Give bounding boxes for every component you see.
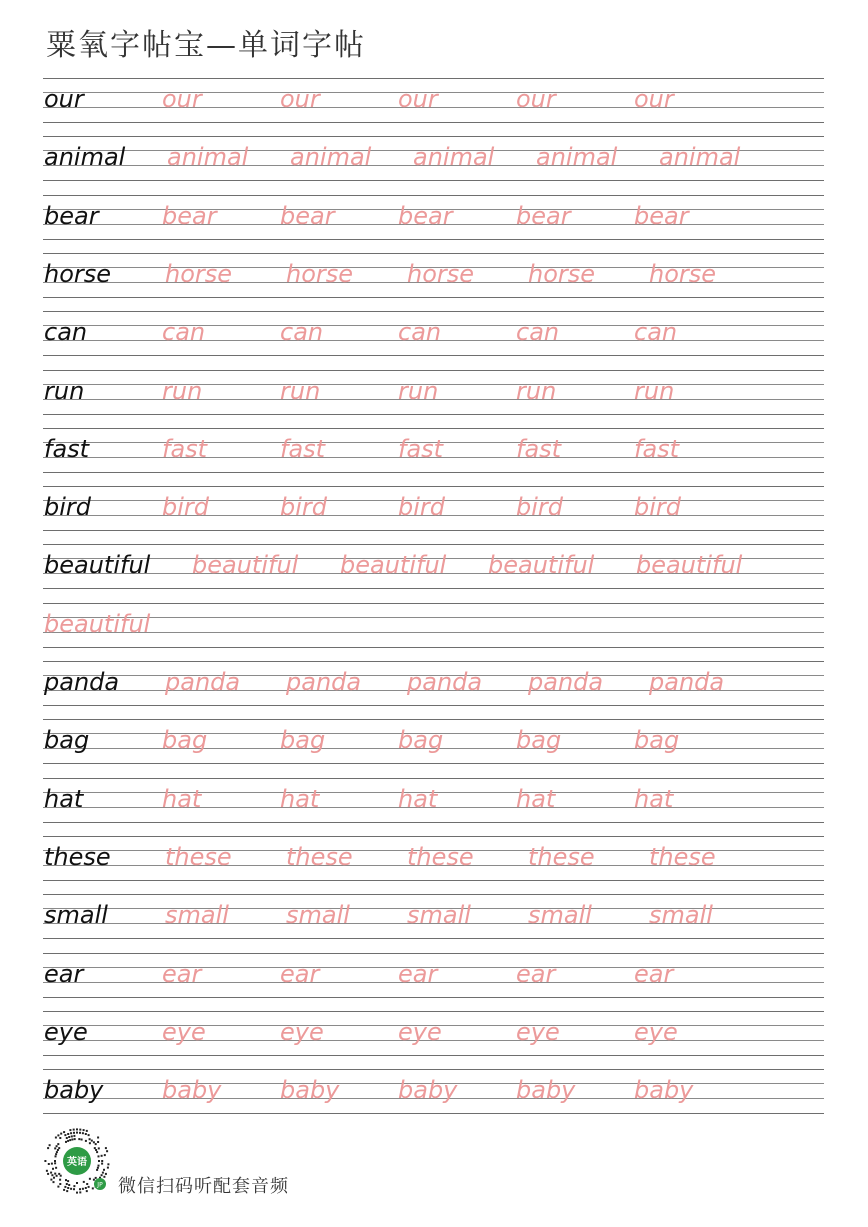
model-word: run (44, 376, 85, 405)
trace-word: hat (634, 784, 674, 813)
trace-word: small (286, 901, 350, 930)
trace-word: beautiful (44, 609, 151, 638)
trace-word: these (649, 842, 716, 871)
model-word: animal (44, 143, 126, 172)
trace-word: bird (634, 493, 682, 522)
trace-word: eye (516, 1017, 560, 1046)
ruling-line (43, 778, 824, 779)
trace-word: bird (280, 493, 328, 522)
practice-row (0, 778, 868, 836)
trace-word: small (407, 901, 471, 930)
trace-word: horse (528, 259, 596, 288)
trace-word: ear (634, 959, 674, 988)
practice-row (0, 428, 868, 486)
trace-word: can (634, 318, 678, 347)
trace-word: can (280, 318, 324, 347)
practice-row (0, 486, 868, 544)
practice-row (0, 661, 868, 719)
trace-word: fast (398, 434, 444, 463)
trace-word: run (516, 376, 557, 405)
trace-word: horse (407, 259, 475, 288)
trace-word: hat (516, 784, 556, 813)
badge-sub-text: JP (97, 1181, 103, 1189)
trace-word: small (649, 901, 713, 930)
trace-word: panda (528, 668, 604, 696)
trace-word: animal (167, 143, 249, 172)
trace-word: bird (398, 493, 446, 522)
trace-word: bag (516, 726, 562, 755)
trace-word: animal (659, 143, 741, 172)
model-word: baby (44, 1076, 104, 1105)
trace-word: our (516, 85, 556, 113)
ruling-line (43, 1055, 824, 1056)
trace-word: bird (162, 493, 210, 522)
trace-word: ear (280, 959, 320, 988)
practice-row (0, 544, 868, 602)
trace-word: panda (165, 668, 241, 696)
ruling-line (43, 617, 824, 618)
ruling-line (43, 603, 824, 604)
trace-word: bird (516, 493, 564, 522)
trace-word: run (280, 376, 321, 405)
ruling-line (43, 297, 824, 298)
trace-word: ear (162, 959, 202, 988)
trace-word: panda (286, 668, 362, 696)
ruling-line (43, 661, 824, 662)
practice-row (0, 1069, 868, 1127)
trace-word: baby (634, 1076, 694, 1105)
badge-text: 英语 (67, 1157, 87, 1168)
qr-code-graphic (42, 1126, 112, 1196)
trace-word: ear (516, 959, 556, 988)
ruling-line (43, 719, 824, 720)
ruling-line (43, 253, 824, 254)
trace-word: animal (413, 143, 495, 172)
ruling-line (43, 588, 824, 589)
model-word: bird (44, 493, 92, 522)
ruling-line (43, 195, 824, 196)
trace-word: our (162, 85, 202, 113)
trace-word: these (528, 842, 595, 871)
model-word: fast (44, 434, 90, 463)
trace-word: fast (634, 434, 680, 463)
trace-word: run (634, 376, 675, 405)
ruling-line (43, 705, 824, 706)
trace-word: horse (286, 259, 354, 288)
qr-code-icon (42, 1126, 112, 1196)
ruling-line (43, 370, 824, 371)
trace-word: these (165, 842, 232, 871)
trace-word: small (165, 901, 229, 930)
trace-word: baby (162, 1076, 222, 1105)
trace-word: hat (162, 784, 202, 813)
ruling-line (43, 355, 824, 356)
trace-word: beautiful (636, 551, 743, 580)
trace-word: baby (516, 1076, 576, 1105)
trace-word: these (286, 842, 353, 871)
ruling-line (43, 836, 824, 837)
ruling-line (43, 414, 824, 415)
ruling-line (43, 1011, 824, 1012)
trace-word: panda (649, 668, 725, 696)
ruling-line (43, 530, 824, 531)
practice-row (0, 603, 868, 661)
practice-row (0, 836, 868, 894)
ruling-line (43, 311, 824, 312)
ruling-line (43, 1113, 824, 1114)
ruling-line (43, 472, 824, 473)
trace-word: horse (165, 259, 233, 288)
model-word: these (44, 842, 111, 871)
trace-word: our (634, 85, 674, 113)
practice-row (0, 78, 868, 136)
trace-word: baby (280, 1076, 340, 1105)
practice-row (0, 1011, 868, 1069)
trace-word: beautiful (340, 551, 447, 580)
practice-row (0, 311, 868, 369)
ruling-line (43, 997, 824, 998)
ruling-line (43, 938, 824, 939)
practice-row (0, 253, 868, 311)
trace-word: bear (634, 201, 689, 230)
trace-word: run (162, 376, 203, 405)
trace-word: hat (280, 784, 320, 813)
ruling-line (43, 647, 824, 648)
practice-row (0, 195, 868, 253)
ruling-line (43, 953, 824, 954)
trace-word: ear (398, 959, 438, 988)
trace-word: eye (634, 1017, 678, 1046)
trace-word: bear (162, 201, 217, 230)
trace-word: our (398, 85, 438, 113)
trace-word: animal (536, 143, 618, 172)
trace-word: can (398, 318, 442, 347)
trace-word: bear (280, 201, 335, 230)
model-word: our (44, 85, 84, 113)
trace-word: run (398, 376, 439, 405)
model-word: bear (44, 201, 99, 230)
ruling-line (43, 239, 824, 240)
trace-word: bear (398, 201, 453, 230)
trace-word: bear (516, 201, 571, 230)
trace-word: panda (407, 668, 483, 696)
trace-word: fast (516, 434, 562, 463)
practice-row (0, 719, 868, 777)
trace-word: small (528, 901, 592, 930)
ruling-line (43, 136, 824, 137)
ruling-line (43, 122, 824, 123)
ruling-line (43, 632, 824, 633)
ruling-line (43, 78, 824, 79)
trace-word: fast (162, 434, 208, 463)
ruling-line (43, 428, 824, 429)
ruling-line (43, 544, 824, 545)
practice-row (0, 370, 868, 428)
trace-word: beautiful (488, 551, 595, 580)
trace-word: animal (290, 143, 372, 172)
model-word: hat (44, 784, 84, 813)
ruling-line (43, 1069, 824, 1070)
ruling-line (43, 486, 824, 487)
model-word: panda (44, 668, 120, 696)
practice-row (0, 894, 868, 952)
model-word: can (44, 318, 88, 347)
trace-word: these (407, 842, 474, 871)
ruling-line (43, 763, 824, 764)
trace-word: bag (162, 726, 208, 755)
trace-word: can (162, 318, 206, 347)
page-title: 粟氧字帖宝—单词字帖 (46, 28, 366, 63)
model-word: horse (44, 259, 112, 288)
practice-row (0, 953, 868, 1011)
model-word: ear (44, 959, 84, 988)
trace-word: horse (649, 259, 717, 288)
footer-caption: 微信扫码听配套音频 (118, 1176, 289, 1197)
trace-word: bag (280, 726, 326, 755)
trace-word: bag (398, 726, 444, 755)
trace-word: eye (280, 1017, 324, 1046)
ruling-line (43, 180, 824, 181)
model-word: bag (44, 726, 90, 755)
model-word: eye (44, 1017, 88, 1046)
trace-word: baby (398, 1076, 458, 1105)
trace-word: beautiful (192, 551, 299, 580)
ruling-line (43, 880, 824, 881)
trace-word: can (516, 318, 560, 347)
trace-word: our (280, 85, 320, 113)
model-word: beautiful (44, 551, 151, 580)
ruling-line (43, 894, 824, 895)
trace-word: bag (634, 726, 680, 755)
trace-word: fast (280, 434, 326, 463)
trace-word: eye (398, 1017, 442, 1046)
model-word: small (44, 901, 108, 930)
ruling-line (43, 822, 824, 823)
trace-word: eye (162, 1017, 206, 1046)
practice-row (0, 136, 868, 194)
trace-word: hat (398, 784, 438, 813)
